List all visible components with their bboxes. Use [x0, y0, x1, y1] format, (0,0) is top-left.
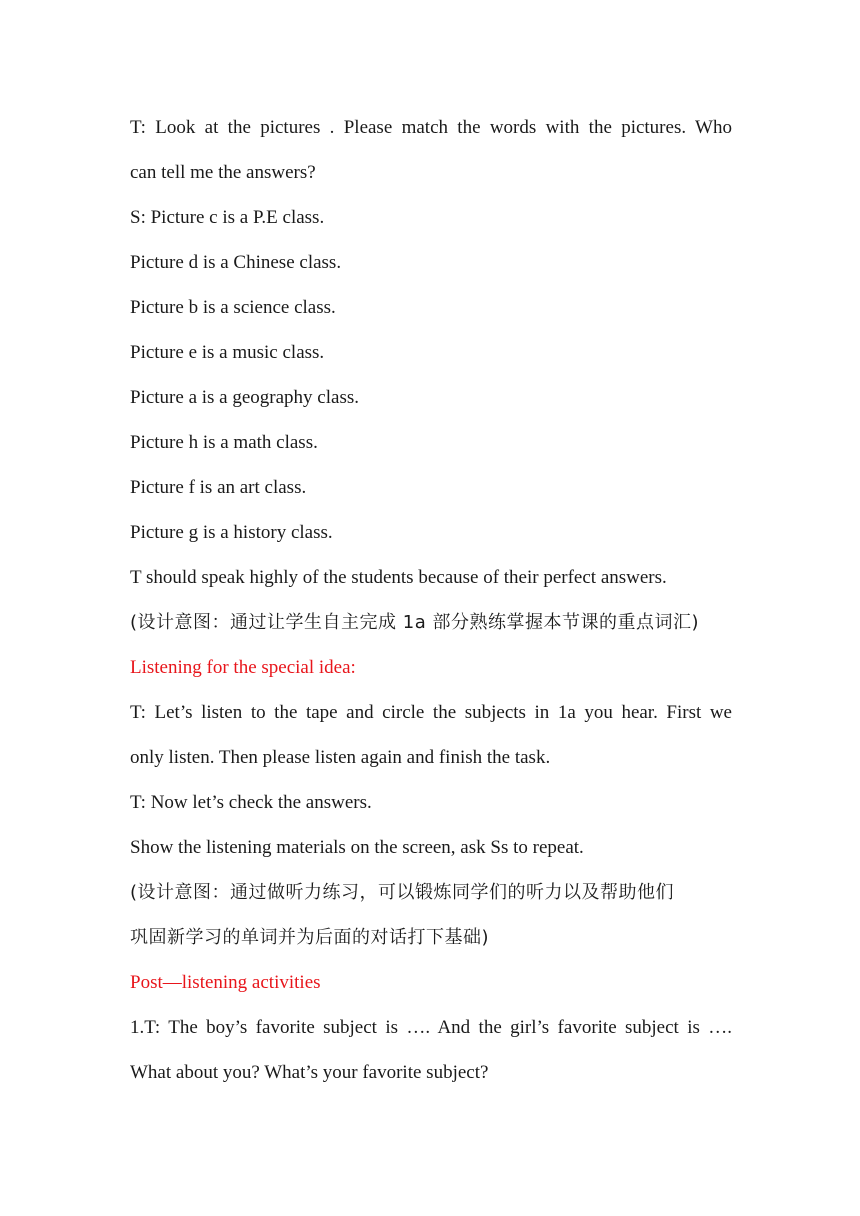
section-heading-post-listening: Post—listening activities	[130, 972, 321, 993]
student-answer-f: Picture f is an art class.	[130, 477, 307, 498]
student-answer-g: Picture g is a history class.	[130, 522, 333, 543]
teacher-instruction-match: T: Look at the pictures . Please match the words with the pictures. Who	[130, 117, 732, 138]
section-heading-listening: Listening for the special idea:	[130, 657, 356, 678]
teacher-check-answers: T: Now let’s check the answers.	[130, 792, 372, 813]
teacher-praise-note: T should speak highly of the students because of their perfect answers.	[130, 567, 667, 588]
student-answer-a: Picture a is a geography class.	[130, 387, 359, 408]
teacher-instruction-listen: T: Let’s listen to the tape and circle the subjects in 1a you hear. First we	[130, 702, 732, 723]
teacher-instruction-listen-cont: only listen. Then please listen again and finish the task.	[130, 747, 551, 768]
show-materials-note: Show the listening materials on the screen, ask Ss to repeat.	[130, 837, 584, 858]
student-answer-e: Picture e is a music class.	[130, 342, 325, 363]
student-answer-h: Picture h is a math class.	[130, 432, 318, 453]
student-answer-b: Picture b is a science class.	[130, 297, 336, 318]
design-intent-note-2: (设计意图：通过做听力练习，可以锻炼同学们的听力以及帮助他们	[130, 882, 675, 903]
design-intent-note-2-cont: 巩固新学习的单词并为后面的对话打下基础)	[130, 927, 490, 948]
document-body	[130, 105, 732, 1095]
design-intent-note-1: (设计意图：通过让学生自主完成 1a 部分熟练掌握本节课的重点词汇)	[130, 612, 699, 633]
teacher-instruction-match-cont: can tell me the answers?	[130, 162, 316, 183]
teacher-favorite-subject: 1.T: The boy’s favorite subject is …. And the girl’s favorite subject is ….	[130, 1017, 732, 1038]
teacher-favorite-subject-cont: What about you? What’s your favorite subject?	[130, 1062, 489, 1083]
student-answer-d: Picture d is a Chinese class.	[130, 252, 342, 273]
student-answer-c: S: Picture c is a P.E class.	[130, 207, 325, 228]
